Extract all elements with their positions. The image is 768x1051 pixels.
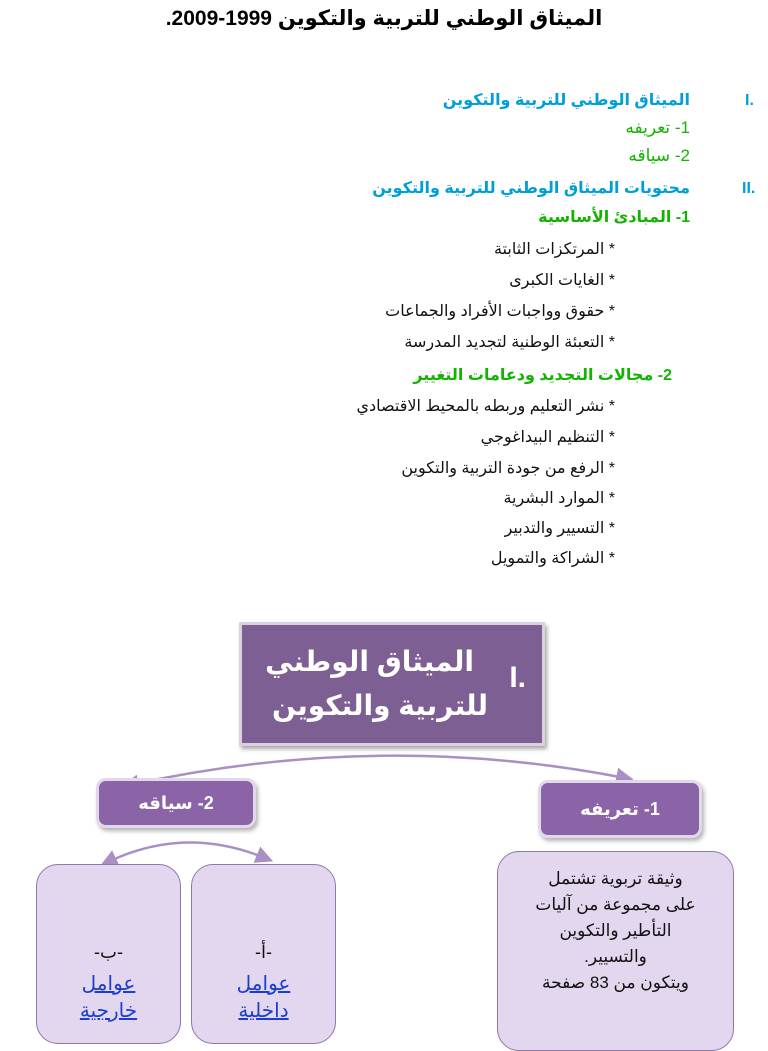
link-external[interactable]: خارجية: [79, 1000, 138, 1022]
charter-main-box: [239, 622, 545, 746]
principles-heading: 1- المبادئ الأساسية: [538, 209, 690, 226]
main-box-line-1: الميثاق الوطني: [265, 646, 474, 677]
connector-context: [108, 842, 265, 862]
link-factors-internal[interactable]: عوامل: [236, 973, 291, 995]
section-1-item-definition: 1- تعريفه: [625, 118, 690, 137]
main-box-line-2: للتربية والتكوين: [272, 690, 488, 721]
definition-line: التأطير والتكوين: [559, 921, 672, 940]
main-box-numeral: I.: [509, 661, 526, 694]
page-title: الميثاق الوطني للتربية والتكوين 1999-2009.: [165, 7, 603, 30]
card-internal-label: -أ-: [255, 942, 272, 962]
definition-line: وثيقة تربوية تشتمل: [548, 869, 683, 888]
definition-line: ويتكون من 83 صفحة: [542, 973, 689, 992]
section-1-numeral: I.: [745, 92, 754, 109]
list-item: * التسيير والتدبير: [504, 520, 615, 537]
card-internal-factors: [191, 864, 336, 1044]
section-1-item-context: 2- سياقه: [628, 146, 690, 165]
card-definition: [497, 851, 734, 1051]
card-external-label: -ب-: [94, 942, 123, 962]
section-1-heading: الميثاق الوطني للتربية والتكوين: [442, 92, 690, 109]
list-item: * التعبئة الوطنية لتجديد المدرسة: [404, 334, 615, 351]
renewal-heading: 2- مجالات التجديد ودعامات التغيير: [413, 367, 672, 384]
tag-context: 2- سياقه: [96, 778, 256, 828]
list-item: * الغايات الكبرى: [509, 272, 615, 289]
list-item: * حقوق وواجبات الأفراد والجماعات: [385, 303, 615, 320]
definition-line: والتسيير.: [584, 947, 647, 966]
tag-definition: 1- تعريفه: [538, 780, 702, 838]
list-item: * الموارد البشرية: [503, 490, 615, 507]
section-2-numeral: II.: [742, 180, 756, 197]
list-item: * المرتكزات الثابتة: [493, 241, 615, 258]
definition-line: على مجموعة من آليات: [535, 895, 696, 914]
link-factors-external[interactable]: عوامل: [81, 973, 136, 995]
link-internal[interactable]: داخلية: [238, 1000, 289, 1022]
list-item: * نشر التعليم وربطه بالمحيط الاقتصادي: [356, 398, 615, 415]
card-external-factors: [36, 864, 181, 1044]
list-item: * التنظيم البيداغوجي: [480, 429, 615, 446]
section-2-heading: محتويات الميثاق الوطني للتربية والتكوين: [372, 180, 690, 197]
list-item: * الشراكة والتمويل: [490, 550, 615, 567]
list-item: * الرفع من جودة التربية والتكوين: [401, 460, 615, 477]
